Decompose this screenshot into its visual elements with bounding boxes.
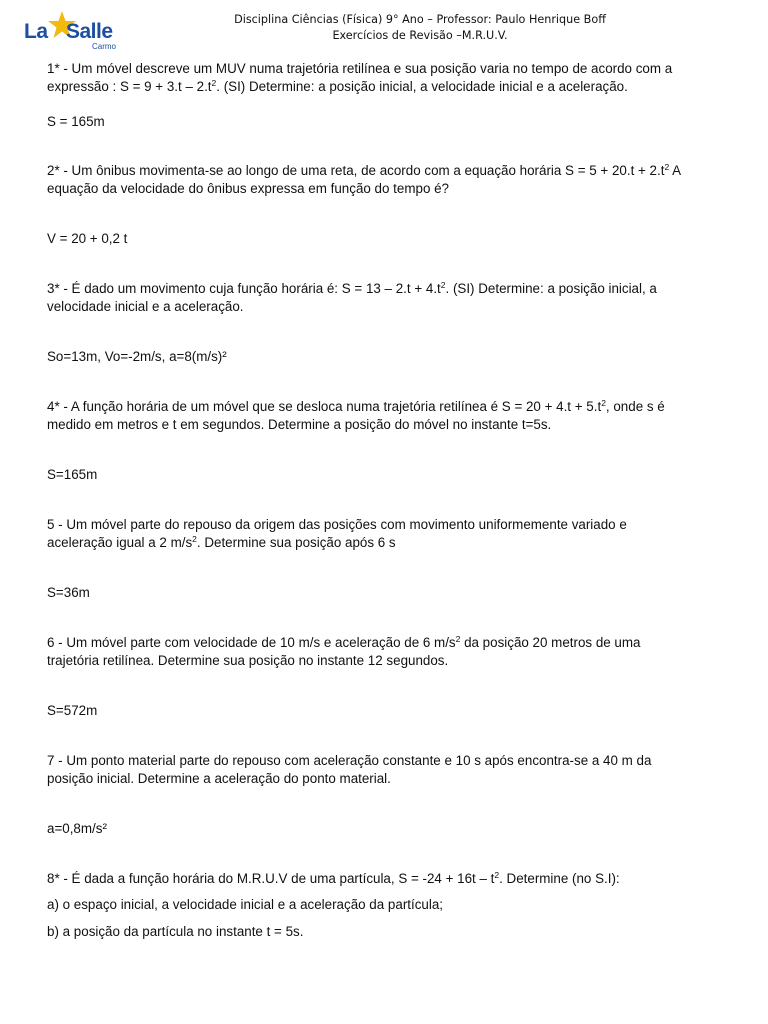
answer-text: V = 20 + 0,2 t: [47, 231, 128, 246]
question-5: [47, 516, 737, 602]
question-text: aceleração igual a 2 $m/s^2$. Determine sua posição após 6 s: [47, 534, 396, 550]
question-text: 6 - Um móvel parte com velocidade de 10 m/s e aceleração de 6 $m/s^2$ da posição 20 metros de uma: [47, 634, 641, 650]
question-text: medido em metros e t em segundos. Determine a posição do móvel no instante t=5s.: [47, 417, 552, 432]
question-6: [47, 634, 737, 720]
question-2: [47, 162, 737, 248]
question-text: equação da velocidade do ônibus expressa em função do tempo é?: [47, 181, 450, 196]
question-text: trajetória retilínea. Determine sua posição no instante 12 segundos.: [47, 653, 449, 668]
answer-text: S=572m: [47, 703, 98, 718]
question-7: [47, 752, 737, 838]
header-line-2: Exercícios de Revisão –M.R.U.V.: [332, 29, 508, 42]
question-text: expressão : $S = 9 + 3.t - 2.t^2$. (SI) Determine: a posição inicial, a velocidade inicial e a aceleração.: [47, 78, 628, 94]
question-text: 1* - Um móvel descreve um MUV numa trajetória retilínea e sua posição varia no tempo de acordo com a: [47, 61, 673, 76]
logo-word-salle: Salle: [66, 20, 113, 43]
logo-subtitle: Carmo: [92, 42, 117, 51]
answer-text: S = 165m: [47, 114, 105, 129]
header-line-1: Disciplina Ciências (Física) 9° Ano – Professor: Paulo Henrique Boff: [234, 13, 606, 26]
question-item-a: a) o espaço inicial, a velocidade inicial e a aceleração da partícula;: [47, 897, 444, 912]
question-3: [47, 280, 737, 366]
answer-text: So=13m, Vo=-2m/s, a=8(m/s)²: [47, 349, 227, 364]
exercise-list: [47, 60, 737, 941]
question-text: 3* - É dado um movimento cuja função horária é: $S = 13 - 2.t + 4.t^2$. (SI) Determine: a posição inicial, a: [47, 280, 657, 296]
question-text: 7 - Um ponto material parte do repouso com aceleração constante e 10 s após encontra-se a 40 m da: [47, 753, 652, 768]
question-text: 2* - Um ônibus movimenta-se ao longo de uma reta, de acordo com a equação horária $S = 5 + 20.t + 2.t^2$ A: [47, 162, 682, 178]
question-text: 5 - Um móvel parte do repouso da origem das posições com movimento uniformemente variado e: [47, 517, 627, 532]
question-item-b: b) a posição da partícula no instante t = 5s.: [47, 924, 304, 939]
answer-text: S=165m: [47, 467, 98, 482]
page-header: [0, 6, 768, 52]
answer-text: a=0,8m/s²: [47, 821, 107, 836]
question-8: [47, 870, 737, 941]
header-title: [215, 12, 625, 44]
question-text: 8* - É dada a função horária do M.R.U.V de uma partícula, $S = -24 + 16t - t^2$. Determine (no S.I):: [47, 870, 620, 886]
question-text: 4* - A função horária de um móvel que se desloca numa trajetória retilínea é $S = 20 + 4.t + 5.t^2$, onde s é: [47, 398, 665, 414]
answer-text: S=36m: [47, 585, 90, 600]
question-4: [47, 398, 737, 484]
question-text: posição inicial. Determine a aceleração do ponto material.: [47, 771, 391, 786]
question-text: velocidade inicial e a aceleração.: [47, 299, 244, 314]
la-salle-logo: [24, 10, 128, 50]
logo-word-la: La: [24, 20, 48, 43]
question-1: [47, 60, 737, 131]
